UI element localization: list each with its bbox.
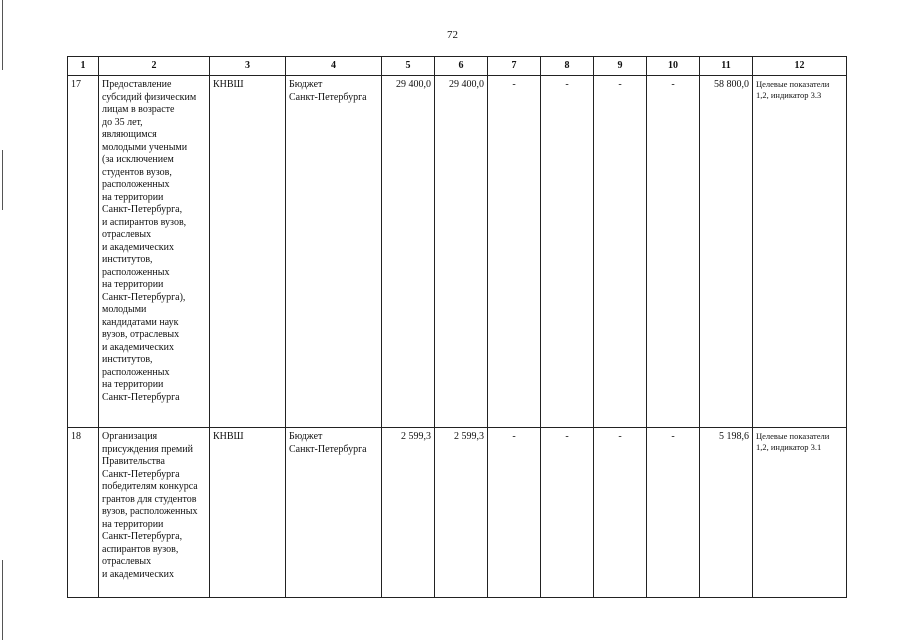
measure-name-line: аспирантов вузов, xyxy=(102,543,179,555)
column-header: 5 xyxy=(382,57,435,76)
funding-source-line: Санкт-Петербурга xyxy=(289,443,367,455)
measure-name-line: Предоставление xyxy=(102,79,172,90)
column-header: 3 xyxy=(210,57,286,76)
column-header: 11 xyxy=(700,57,753,76)
measure-name-line: молодыми xyxy=(102,304,147,315)
measure-name-line: на территории xyxy=(102,518,164,530)
funding-source-line: Санкт-Петербурга xyxy=(289,91,367,103)
column-header: 2 xyxy=(99,57,210,76)
column-header: 12 xyxy=(753,57,847,76)
measure-name-line: и академических xyxy=(102,568,175,580)
measure-name-line: Санкт-Петербурга, xyxy=(102,204,183,215)
measure-name-line: институтов, xyxy=(102,254,153,265)
scan-margin-mark xyxy=(2,150,3,210)
table-row xyxy=(68,76,847,428)
measure-name-line: на территории xyxy=(102,379,164,390)
value-col9: - xyxy=(594,428,647,598)
column-header: 4 xyxy=(286,57,382,76)
executor-cell: КНВШ xyxy=(210,76,286,428)
value-col6: 29 400,0 xyxy=(435,76,488,428)
program-table xyxy=(67,56,847,598)
measure-name-line: вузов, расположенных xyxy=(102,506,198,517)
column-header: 9 xyxy=(594,57,647,76)
measure-name-line: до 35 лет, xyxy=(102,116,143,128)
measure-name-line: молодыми учеными xyxy=(102,141,188,153)
funding-source-line: Бюджет xyxy=(289,431,323,442)
measure-name-line: отраслевых xyxy=(102,229,152,240)
measure-name-line: грантов для студентов xyxy=(102,493,197,505)
target-indicators-line: 1,2, индикатор 3.3 xyxy=(756,90,822,100)
table-row xyxy=(68,428,847,598)
funding-source-line: Бюджет xyxy=(289,79,323,90)
measure-name-line: расположенных xyxy=(102,366,170,378)
value-col10: - xyxy=(647,428,700,598)
column-header: 10 xyxy=(647,57,700,76)
funding-source-cell xyxy=(286,428,382,598)
measure-name-line: субсидий физическим xyxy=(102,91,197,103)
funding-source-cell xyxy=(286,76,382,428)
measure-name-line: Правительства xyxy=(102,456,165,467)
measure-name xyxy=(99,428,210,598)
measure-name-line: Организация xyxy=(102,431,158,442)
value-col7: - xyxy=(488,76,541,428)
measure-name-line: Санкт-Петербурга xyxy=(102,468,180,480)
page-number: 72 xyxy=(447,29,458,41)
column-header: 1 xyxy=(68,57,99,76)
target-indicators-line: Целевые показатели xyxy=(756,431,830,441)
measure-name-line: Санкт-Петербурга xyxy=(102,391,180,403)
measure-name-line: (за исключением xyxy=(102,154,174,165)
column-header: 7 xyxy=(488,57,541,76)
value-col10: - xyxy=(647,76,700,428)
measure-name-line: лицам в возрасте xyxy=(102,104,175,115)
value-col5: 29 400,0 xyxy=(382,76,435,428)
target-indicators-line: Целевые показатели xyxy=(756,79,830,89)
value-col11-total: 5 198,6 xyxy=(700,428,753,598)
target-indicators-cell xyxy=(753,76,847,428)
value-col8: - xyxy=(541,76,594,428)
measure-name-line: Санкт-Петербурга), xyxy=(102,291,186,303)
value-col9: - xyxy=(594,76,647,428)
measure-name-line: и академических xyxy=(102,341,175,353)
column-header: 8 xyxy=(541,57,594,76)
measure-name-line: вузов, отраслевых xyxy=(102,329,180,340)
target-indicators-cell xyxy=(753,428,847,598)
target-indicators-line: 1,2, индикатор 3.1 xyxy=(756,442,822,452)
scan-margin-mark xyxy=(2,560,3,640)
row-number: 18 xyxy=(68,428,99,598)
row-number: 17 xyxy=(68,76,99,428)
measure-name-line: на территории xyxy=(102,279,164,290)
header-row xyxy=(68,57,847,76)
measure-name-line: присуждения премий xyxy=(102,443,193,455)
measure-name-line: являющимся xyxy=(102,129,157,140)
measure-name-line: расположенных xyxy=(102,266,170,278)
measure-name-line: победителям конкурса xyxy=(102,481,198,492)
value-col5: 2 599,3 xyxy=(382,428,435,598)
measure-name-line: институтов, xyxy=(102,354,153,365)
measure-name xyxy=(99,76,210,428)
measure-name-line: Санкт-Петербурга, xyxy=(102,531,183,542)
measure-name-line: расположенных xyxy=(102,179,170,190)
measure-name-line: на территории xyxy=(102,191,164,203)
value-col7: - xyxy=(488,428,541,598)
value-col6: 2 599,3 xyxy=(435,428,488,598)
measure-name-line: и аспирантов вузов, xyxy=(102,216,187,228)
measure-name-line: кандидатами наук xyxy=(102,316,179,328)
executor-cell: КНВШ xyxy=(210,428,286,598)
value-col8: - xyxy=(541,428,594,598)
column-header: 6 xyxy=(435,57,488,76)
value-col11-total: 58 800,0 xyxy=(700,76,753,428)
measure-name-line: отраслевых xyxy=(102,556,152,567)
measure-name-line: и академических xyxy=(102,241,175,253)
measure-name-line: студентов вузов, xyxy=(102,166,172,178)
